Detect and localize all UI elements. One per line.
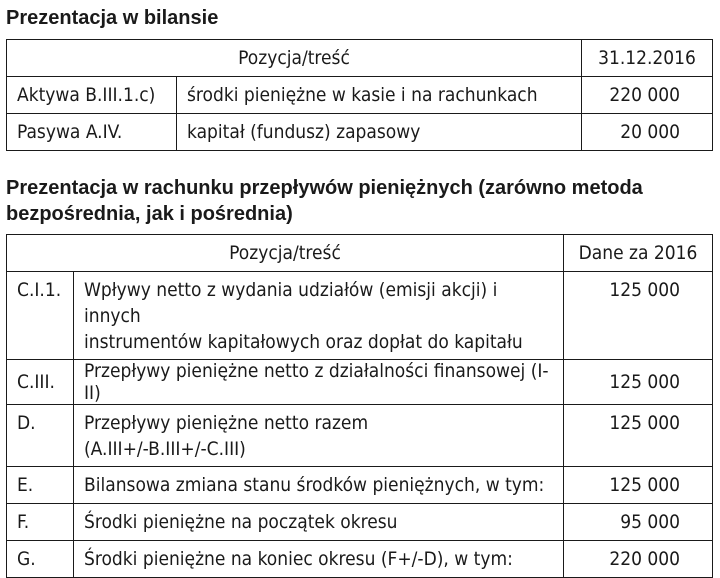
row-description-line: Przepływy pieniężne netto razem — [84, 412, 369, 434]
row-value: 125 000 — [564, 360, 713, 405]
row-code: Pasywa A.IV. — [7, 114, 177, 151]
table-header-row — [7, 235, 713, 272]
table-row — [7, 504, 713, 541]
row-code: F. — [7, 504, 74, 541]
row-description: kapitał (fundusz) zapasowy — [177, 114, 582, 151]
row-description-line: (A.III+/-B.III+/-C.III) — [84, 438, 246, 460]
row-code: C.I.1. — [7, 272, 74, 360]
table-row — [7, 405, 713, 467]
table-row — [7, 467, 713, 504]
position-header: Pozycja/treść — [7, 235, 564, 272]
row-description: Przepływy pieniężne netto z działalności finansowej (I-II) — [74, 360, 564, 405]
row-value: 20 000 — [582, 114, 713, 151]
row-value: 95 000 — [564, 504, 713, 541]
row-code: G. — [7, 541, 74, 578]
row-description — [74, 272, 564, 360]
table-row — [7, 541, 713, 578]
table-row — [7, 360, 713, 405]
row-description: środki pieniężne w kasie i na rachunkach — [177, 77, 582, 114]
row-value: 220 000 — [564, 541, 713, 578]
row-value: 125 000 — [564, 405, 713, 467]
row-code: C.III. — [7, 360, 74, 405]
row-description — [74, 405, 564, 467]
date-header: 31.12.2016 — [582, 40, 713, 77]
row-value: 220 000 — [582, 77, 713, 114]
row-code: D. — [7, 405, 74, 467]
table-row — [7, 272, 713, 360]
row-description: Środki pieniężne na koniec okresu (F+/-D), w tym: — [74, 541, 564, 578]
row-description-line: instrumentów kapitałowych oraz dopłat do kapitału — [84, 331, 523, 353]
cash-flow-table — [6, 234, 713, 578]
table-row — [7, 77, 713, 114]
table-row — [7, 114, 713, 151]
balance-sheet-heading: Prezentacja w bilansie — [6, 7, 219, 29]
row-description-line: Wpływy netto z wydania udziałów (emisji akcji) i innych — [84, 279, 498, 327]
row-description: Środki pieniężne na początek okresu — [74, 504, 564, 541]
year-header: Dane za 2016 — [564, 235, 713, 272]
balance-sheet-table — [6, 39, 713, 151]
row-value: 125 000 — [564, 272, 713, 360]
cash-flow-heading: Prezentacja w rachunku przepływów pieniężnych (zarówno metoda bezpośrednia, jak i pośrednia) — [6, 177, 643, 225]
row-description: Bilansowa zmiana stanu środków pieniężnych, w tym: — [74, 467, 564, 504]
position-header: Pozycja/treść — [7, 40, 582, 77]
row-code: Aktywa B.III.1.c) — [7, 77, 177, 114]
row-code: E. — [7, 467, 74, 504]
table-header-row — [7, 40, 713, 77]
row-value: 125 000 — [564, 467, 713, 504]
